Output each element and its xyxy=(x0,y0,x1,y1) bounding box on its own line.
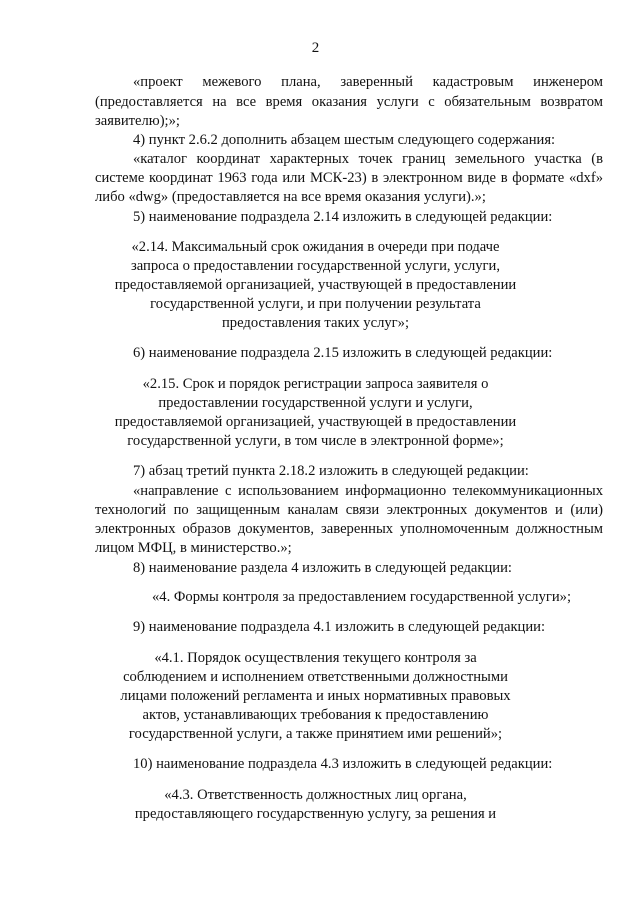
text-line: государственной услуги, в том числе в электронной форме»; xyxy=(127,433,504,449)
text-line: «4.1. Порядок осуществления текущего контроля за xyxy=(154,650,477,666)
text-line: «4. Формы контроля за предоставлением государственной услуги»; xyxy=(152,589,572,605)
text-line: системе координат 1963 года или МСК-23) в электронном виде в формате «dxf» xyxy=(95,170,603,186)
text-line: предоставляемой организацией, участвующей в предоставлении xyxy=(114,414,517,430)
text-line: «направление с использованием информационно телекоммуникационных xyxy=(133,483,603,499)
text-line: (предоставляется на все время оказания услуги с обязательным возвратом xyxy=(95,94,603,110)
text-line: 9) наименование подраздела 4.1 изложить в следующей редакции: xyxy=(133,619,546,635)
text-line: 8) наименование раздела 4 изложить в следующей редакции: xyxy=(133,560,512,576)
text-line: 6) наименование подраздела 2.15 изложить в следующей редакции: xyxy=(133,345,553,361)
text-line: предоставления таких услуг»; xyxy=(222,315,409,331)
text-line: государственной услуги, а также принятием ими решений»; xyxy=(128,726,503,742)
text-line: 5) наименование подраздела 2.14 изложить в следующей редакции: xyxy=(133,209,553,225)
text-line: предоставляемой организацией, участвующей в предоставлении xyxy=(114,277,517,293)
text-line: лицами положений регламента и иных нормативных правовых xyxy=(120,688,511,704)
text-line: технологий по защищенным каналам связи электронных документов и (или) xyxy=(95,502,603,518)
text-line: заявителю);»; xyxy=(95,113,180,129)
text-line: «проект межевого плана, заверенный кадастровым инженером xyxy=(133,74,603,90)
text-line: лицом МФЦ, в министерство.»; xyxy=(95,540,292,556)
text-line: соблюдением и исполнением ответственными должностными xyxy=(123,669,508,685)
text-line: «каталог координат характерных точек границ земельного участка (в xyxy=(133,151,603,167)
text-line: запроса о предоставлении государственной услуги, услуги, xyxy=(131,258,500,274)
text-line: 10) наименование подраздела 4.3 изложить в следующей редакции: xyxy=(133,756,553,772)
page-number: 2 xyxy=(311,40,320,56)
text-line: предоставлении государственной услуги и услуги, xyxy=(158,395,473,411)
text-line: актов, устанавливающих требования к предоставлению xyxy=(142,707,489,723)
text-line: либо «dwg» (предоставляется на все время оказания услуги).»; xyxy=(95,189,486,205)
text-line: «2.14. Максимальный срок ожидания в очереди при подаче xyxy=(131,239,500,255)
text-line: 7) абзац третий пункта 2.18.2 изложить в следующей редакции: xyxy=(133,463,529,479)
text-line: предоставляющего государственную услугу, за решения и xyxy=(134,806,497,822)
text-line: электронных образов документов, заверенных уполномоченным должностным xyxy=(95,521,603,537)
text-line: «2.15. Срок и порядок регистрации запроса заявителя о xyxy=(142,376,489,392)
text-line: государственной услуги, и при получении результата xyxy=(150,296,481,312)
text-line: «4.3. Ответственность должностных лиц органа, xyxy=(164,787,467,803)
text-line: 4) пункт 2.6.2 дополнить абзацем шестым следующего содержания: xyxy=(133,132,556,148)
